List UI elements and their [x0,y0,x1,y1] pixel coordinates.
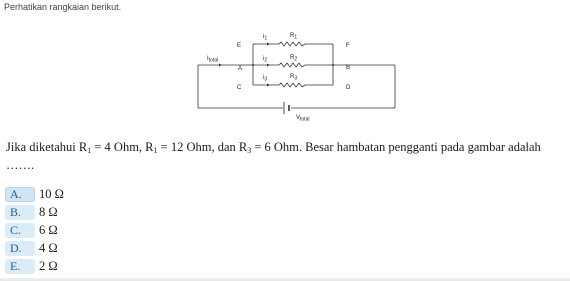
circuit-svg [183,22,410,127]
resistor-label-r3: $R_3$ [290,74,298,82]
battery-icon [284,102,289,114]
resistor-r2 [279,62,305,68]
question-text: Jika diketahui $R_1 = 4$ Ohm, $R_1 = 12$ Ohm, dan $R_3 = 6$ Ohm. Besar hambatan pengganti pada gambar adalah ……. [6,140,541,172]
node-label-f: F [346,43,350,49]
option-letter: C. [5,223,35,238]
node-label-c: C [237,85,242,91]
option-letter: E. [5,259,35,274]
resistor-r1 [279,41,305,47]
node-label-a: A [238,66,243,72]
option-a[interactable] [5,186,64,203]
option-d[interactable] [5,240,64,257]
resistor-r3 [279,82,305,88]
node-label-e: E [237,43,242,49]
option-letter: D. [5,241,35,256]
resistor-label-r2: $R_2$ [290,55,298,63]
option-b[interactable] [5,204,64,221]
instruction-text: Perhatikan rangkaian berikut. [4,2,122,12]
option-e[interactable] [5,258,64,275]
option-text: 6 Ω [39,223,58,237]
option-text: 8 Ω [39,205,58,219]
option-text: 10 Ω [39,187,64,201]
node-label-d: D [346,85,351,91]
current-label-i1: $i_1$ [263,34,268,42]
source-label: $V_{total}$ [296,115,310,123]
circuit-diagram [183,22,410,127]
option-text: 2 Ω [39,259,58,273]
resistor-label-r1: $R_1$ [290,33,298,41]
option-letter: A. [5,187,35,202]
option-letter: B. [5,205,35,220]
option-c[interactable] [5,222,64,239]
option-text: 4 Ω [39,241,58,255]
answer-options [5,186,64,276]
current-label-itotal: $I_{total}$ [207,56,219,64]
current-label-i3: $i_3$ [263,75,268,83]
current-label-i2: $i_2$ [263,56,268,64]
node-label-b: B [346,65,351,71]
